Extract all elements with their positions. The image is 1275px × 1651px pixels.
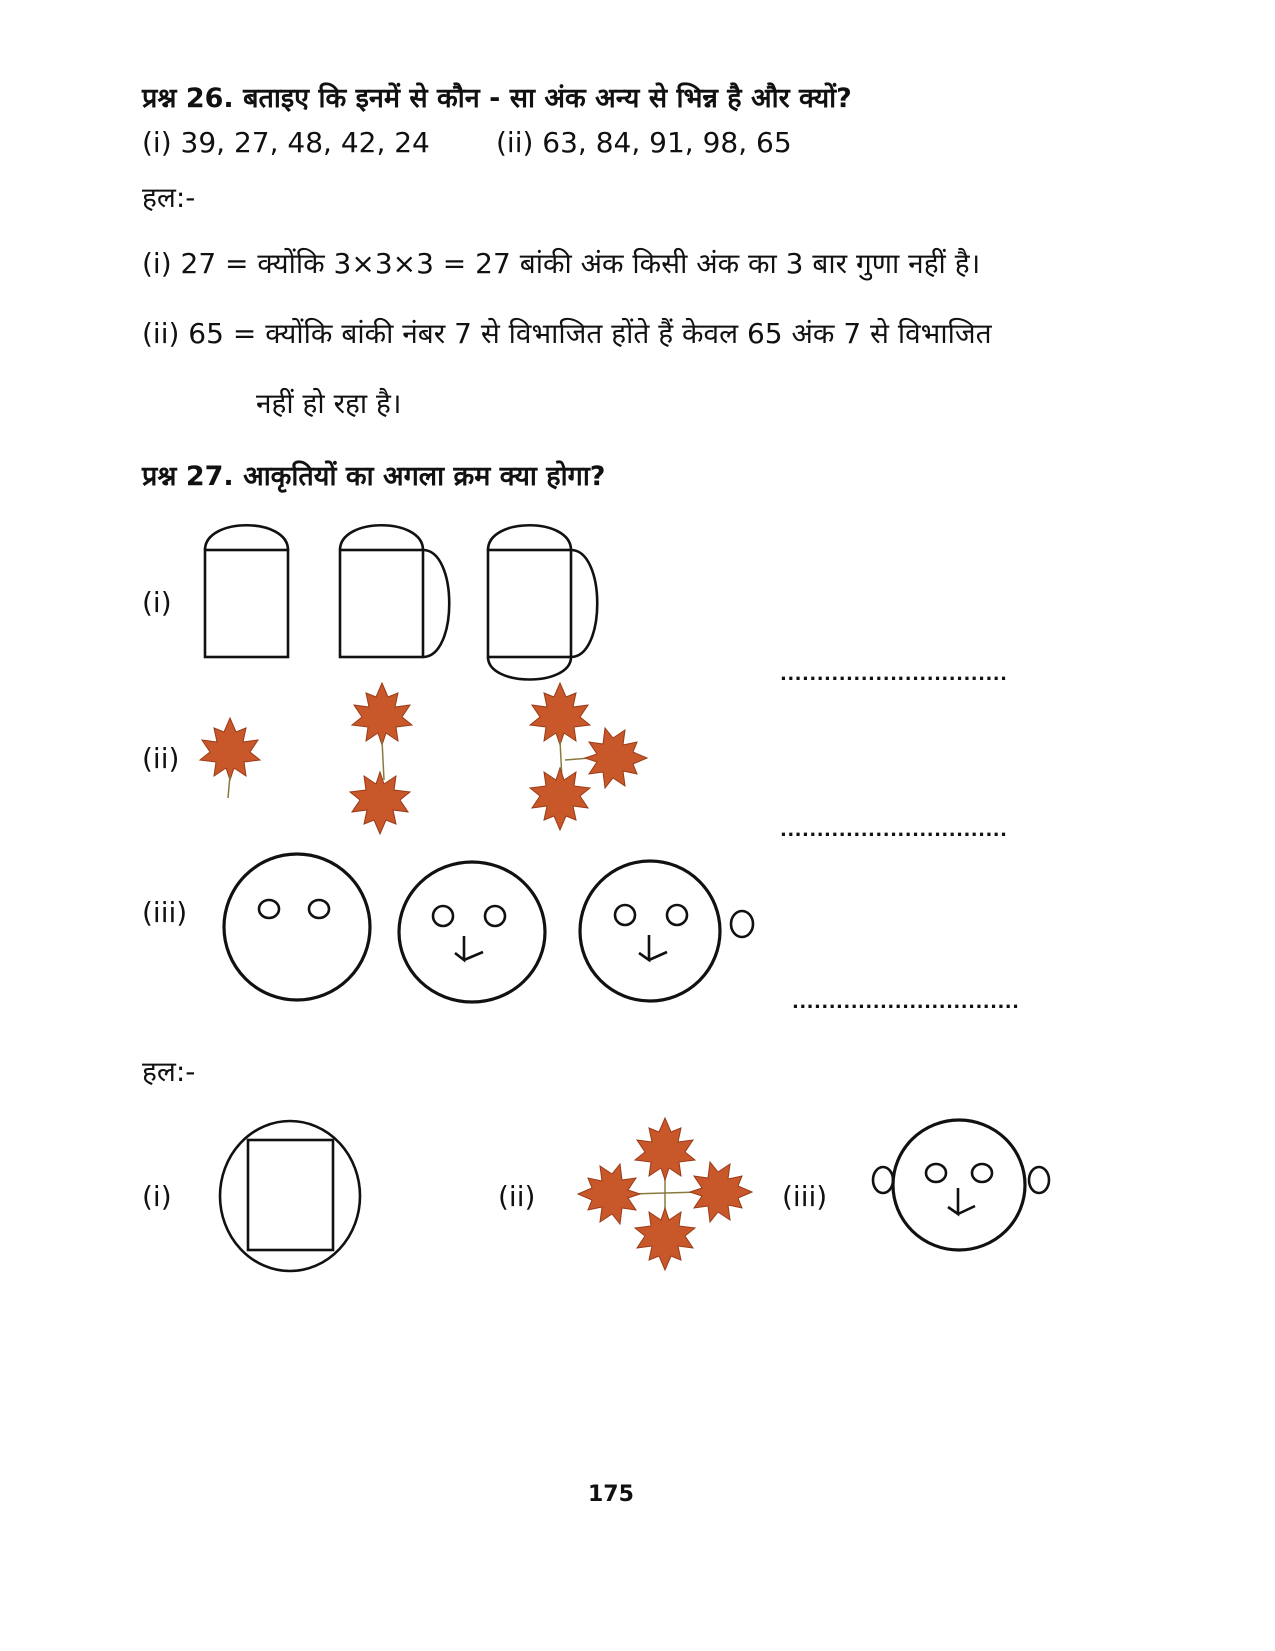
question-26-part-ii: (ii) 63, 84, 91, 98, 65 bbox=[496, 126, 792, 159]
row-i-shapes bbox=[190, 515, 620, 685]
solution-iii-face bbox=[862, 1118, 1062, 1258]
leaf-icon bbox=[350, 772, 410, 834]
row-i-label: (i) bbox=[142, 586, 172, 619]
leaf-icon bbox=[690, 1162, 752, 1222]
row-ii-leaves bbox=[190, 680, 660, 840]
question-26-solution-label: हल:- bbox=[142, 181, 196, 214]
leaf-icon bbox=[352, 683, 412, 745]
face-iii-2 bbox=[399, 862, 545, 1002]
row-iii-faces bbox=[215, 848, 765, 1008]
leaf-group-2 bbox=[350, 683, 412, 834]
question-26-answer-i: (i) 27 = क्योंकि 3×3×3 = 27 बांकी अंक किसी अंक का 3 बार गुणा नहीं है। bbox=[142, 247, 981, 280]
question-27-title: प्रश्न 27. आकृतियों का अगला क्रम क्या होगा? bbox=[142, 461, 606, 492]
leaf-icon bbox=[200, 718, 260, 780]
solution-i-shape bbox=[210, 1110, 370, 1280]
solution-ii-label: (ii) bbox=[498, 1180, 536, 1213]
question-27-solution-label: हल:- bbox=[142, 1055, 196, 1088]
shape-i-3 bbox=[488, 525, 597, 679]
face-iii-1 bbox=[224, 854, 370, 1000]
question-26-title: प्रश्न 26. बताइए कि इनमें से कौन - सा अंक अन्य से भिन्न है और क्यों? bbox=[142, 83, 852, 114]
answer-blank-i[interactable]: ............................... bbox=[780, 664, 1008, 685]
solution-iii-label: (iii) bbox=[782, 1180, 828, 1213]
leaf-icon bbox=[635, 1118, 695, 1180]
question-26-answer-ii-line1: (ii) 65 = क्योंकि बांकी नंबर 7 से विभाजित होंते हैं केवल 65 अंक 7 से विभाजित bbox=[142, 317, 992, 350]
row-iii-label: (iii) bbox=[142, 896, 188, 929]
leaf-icon bbox=[530, 683, 590, 745]
leaf-group-3 bbox=[530, 683, 647, 830]
question-26-answer-ii-line2: नहीं हो रहा है। bbox=[256, 387, 402, 420]
face-iii-3 bbox=[580, 861, 753, 1001]
page-number: 175 bbox=[588, 1482, 634, 1507]
shape-i-1 bbox=[205, 525, 288, 657]
leaf-icon bbox=[578, 1164, 640, 1224]
answer-blank-iii[interactable]: ............................... bbox=[792, 992, 1020, 1013]
solution-ii-leaves bbox=[570, 1112, 760, 1272]
leaf-icon bbox=[635, 1208, 695, 1270]
question-26-part-i: (i) 39, 27, 48, 42, 24 bbox=[142, 126, 430, 159]
leaf-icon bbox=[530, 768, 590, 830]
row-ii-label: (ii) bbox=[142, 742, 180, 775]
answer-blank-ii[interactable]: ............................... bbox=[780, 820, 1008, 841]
solution-i-label: (i) bbox=[142, 1180, 172, 1213]
leaf-group-1 bbox=[200, 718, 260, 798]
shape-i-2 bbox=[340, 525, 449, 657]
leaf-icon bbox=[585, 728, 647, 788]
